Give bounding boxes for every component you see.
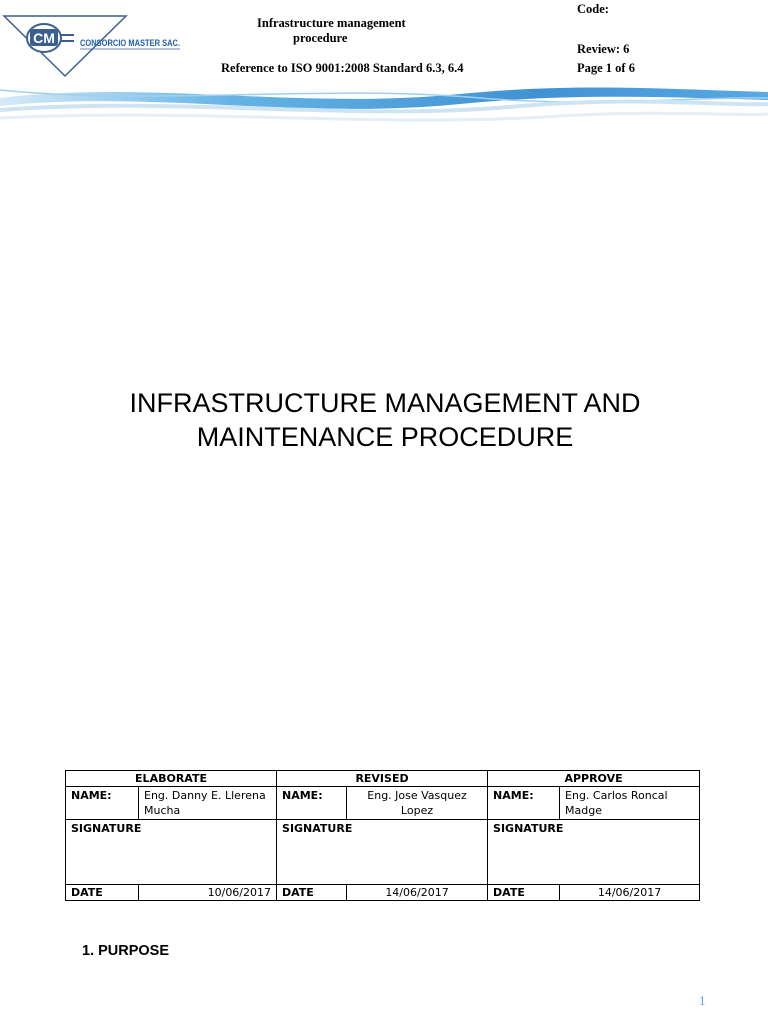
approval-table — [65, 770, 700, 901]
header-title-line1: Infrastructure management — [257, 16, 406, 30]
header-elaborate: ELABORATE — [66, 771, 277, 787]
approval-header-row — [66, 771, 700, 787]
date-label: DATE — [488, 885, 560, 901]
approve-date: 14/06/2017 — [560, 885, 700, 901]
signature-label: SIGNATURE — [488, 820, 700, 885]
revised-date: 14/06/2017 — [347, 885, 488, 901]
footer-page-number: 1 — [699, 993, 706, 1008]
code-label: Code: — [577, 2, 609, 16]
date-row — [66, 885, 700, 901]
approve-name: Eng. Carlos Roncal Madge — [560, 787, 700, 820]
date-label: DATE — [277, 885, 347, 901]
header-wave-decoration — [0, 76, 768, 136]
signature-label: SIGNATURE — [66, 820, 277, 885]
logo-monogram: CM — [33, 30, 55, 46]
header-title-line2: procedure — [293, 31, 348, 45]
date-label: DATE — [66, 885, 139, 901]
name-label: NAME: — [66, 787, 139, 820]
name-label: NAME: — [488, 787, 560, 820]
name-row — [66, 787, 700, 820]
main-title-line2: MAINTENANCE PROCEDURE — [196, 422, 574, 452]
revised-name: Eng. Jose Vasquez Lopez — [347, 787, 488, 820]
review-number: Review: 6 — [577, 42, 630, 56]
main-title-line1: INFRASTRUCTURE MANAGEMENT AND — [129, 388, 641, 418]
elaborate-name: Eng. Danny E. Llerena Mucha — [139, 787, 277, 820]
signature-row — [66, 820, 700, 885]
header-approve: APPROVE — [488, 771, 700, 787]
header-revised: REVISED — [277, 771, 488, 787]
iso-reference: Reference to ISO 9001:2008 Standard 6.3, 6.4 — [221, 61, 464, 75]
name-label: NAME: — [277, 787, 347, 820]
page-indicator: Page 1 of 6 — [577, 61, 635, 75]
company-logo — [2, 14, 188, 78]
signature-label: SIGNATURE — [277, 820, 488, 885]
document-main-title — [60, 386, 710, 454]
section-heading-purpose: 1. PURPOSE — [82, 943, 170, 959]
logo-company-name: CONSORCIO MASTER SAC. — [80, 38, 180, 49]
elaborate-date: 10/06/2017 — [139, 885, 277, 901]
